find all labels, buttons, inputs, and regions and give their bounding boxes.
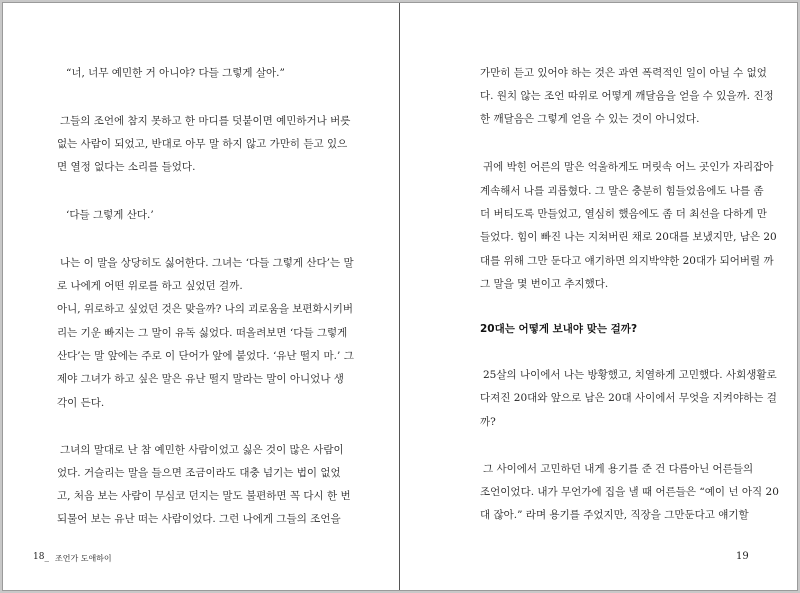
page-line: “너, 너무 예민한 거 아니야? 다들 그렇게 살아.” (66, 67, 285, 79)
book-spread (3, 3, 797, 590)
page-line: 조언이었다. 내가 무언가에 집을 낼 때 어른들은 “예이 넌 아직 20 (480, 486, 779, 498)
page-line: 계속해서 나를 괴롭혔다. 그 말은 충분히 힘들었음에도 나를 좀 (480, 185, 764, 197)
page-line: 아니, 위로하고 싶었던 것은 맞을까? 나의 괴로움을 보편화시키버 (57, 303, 354, 315)
page-line: 25살의 나이에서 나는 방황했고, 치열하게 고민했다. 사회생활로 (483, 369, 777, 381)
running-title: 조언가 도애하이 (55, 554, 112, 563)
page-line: 까? (480, 416, 496, 428)
page-line: ‘다들 그렇게 산다.’ (66, 209, 154, 221)
page-line: 대 잖아.” 라며 용기를 주었지만, 직장을 그만둔다고 얘기할 (480, 509, 749, 521)
page-line: 산다’는 말 앞에는 주로 이 단어가 앞에 붙었다. ‘유난 떨지 마.’ 그 (57, 350, 354, 362)
page-line: 로 나에게 어떤 위로를 하고 싶었던 걸까. (57, 280, 243, 292)
page-line: 그 말을 몇 번이고 추지했다. (480, 278, 609, 290)
page-line: 리는 기운 빠지는 그 말이 유독 싫었다. 떠올려보면 ‘다들 그렇게 (57, 327, 348, 339)
page-line: 다. 원치 않는 조언 따위로 어떻게 깨달음을 얻을 수 있을까. 진정 (480, 90, 774, 102)
left-page (3, 3, 399, 590)
page-number: 18_ (33, 552, 49, 562)
section-heading: 20대는 어떻게 보내야 맞는 걸까? (480, 323, 638, 335)
page-line: 더 버티도록 만들었고, 열심히 했음에도 좀 더 최선을 다하게 만 (480, 208, 767, 220)
page-line: 었다. 거슬리는 말을 들으면 조금이라도 대충 넘기는 법이 없었 (57, 467, 341, 479)
page-line: 들었다. 힘이 빠진 나는 지쳐버린 채로 20대를 보냈지만, 남은 20 (480, 231, 777, 243)
page-line: 다져진 20대와 앞으로 남은 20대 사이에서 무엇을 지켜야하는 걸 (480, 392, 777, 404)
page-number: 19 (736, 551, 749, 562)
right-page (400, 3, 797, 590)
page-line: 제야 그녀가 하고 싶은 말은 유난 떨지 말라는 말이 아니었나 생 (57, 373, 344, 385)
page-line: 귀에 박힌 어른의 말은 억울하게도 머릿속 어느 곳인가 자리잡아 (483, 161, 774, 173)
page-line: 한 깨달음은 그렇게 얻을 수 있는 것이 아니었다. (480, 113, 700, 125)
page-line: 그 사이에서 고민하던 내게 용기를 준 건 다름아닌 어른들의 (483, 463, 754, 475)
page-line: 나는 이 말을 상당히도 싫어한다. 그녀는 ‘다들 그렇게 산다’는 말 (60, 257, 354, 269)
page-line: 면 열정 없다는 소리를 들었다. (57, 161, 196, 173)
page-line: 고, 처음 보는 사람이 무심코 던지는 말도 불편하면 꼭 다시 한 번 (57, 490, 351, 502)
page-line: 그녀의 말대로 난 참 예민한 사람이었고 싫은 것이 많은 사람이 (60, 444, 344, 456)
page-line: 대를 위해 그만 둔다고 얘기하면 의지박약한 20대가 되어버릴 까 (480, 255, 774, 267)
page-line: 없는 사람이 되었고, 반대로 아무 말 하지 않고 가만히 듣고 있으 (57, 138, 348, 150)
page-line: 각이 든다. (57, 397, 105, 409)
page-line: 가만히 듣고 있어야 하는 것은 과연 폭력적인 일이 아닐 수 없었 (480, 67, 767, 79)
page-line: 되물어 보는 유난 떠는 사람이었다. 그런 나에게 그들의 조언을 (57, 513, 341, 525)
page-line: 그들의 조언에 참지 못하고 한 마디를 덧붙이면 예민하거나 버릇 (60, 115, 351, 127)
